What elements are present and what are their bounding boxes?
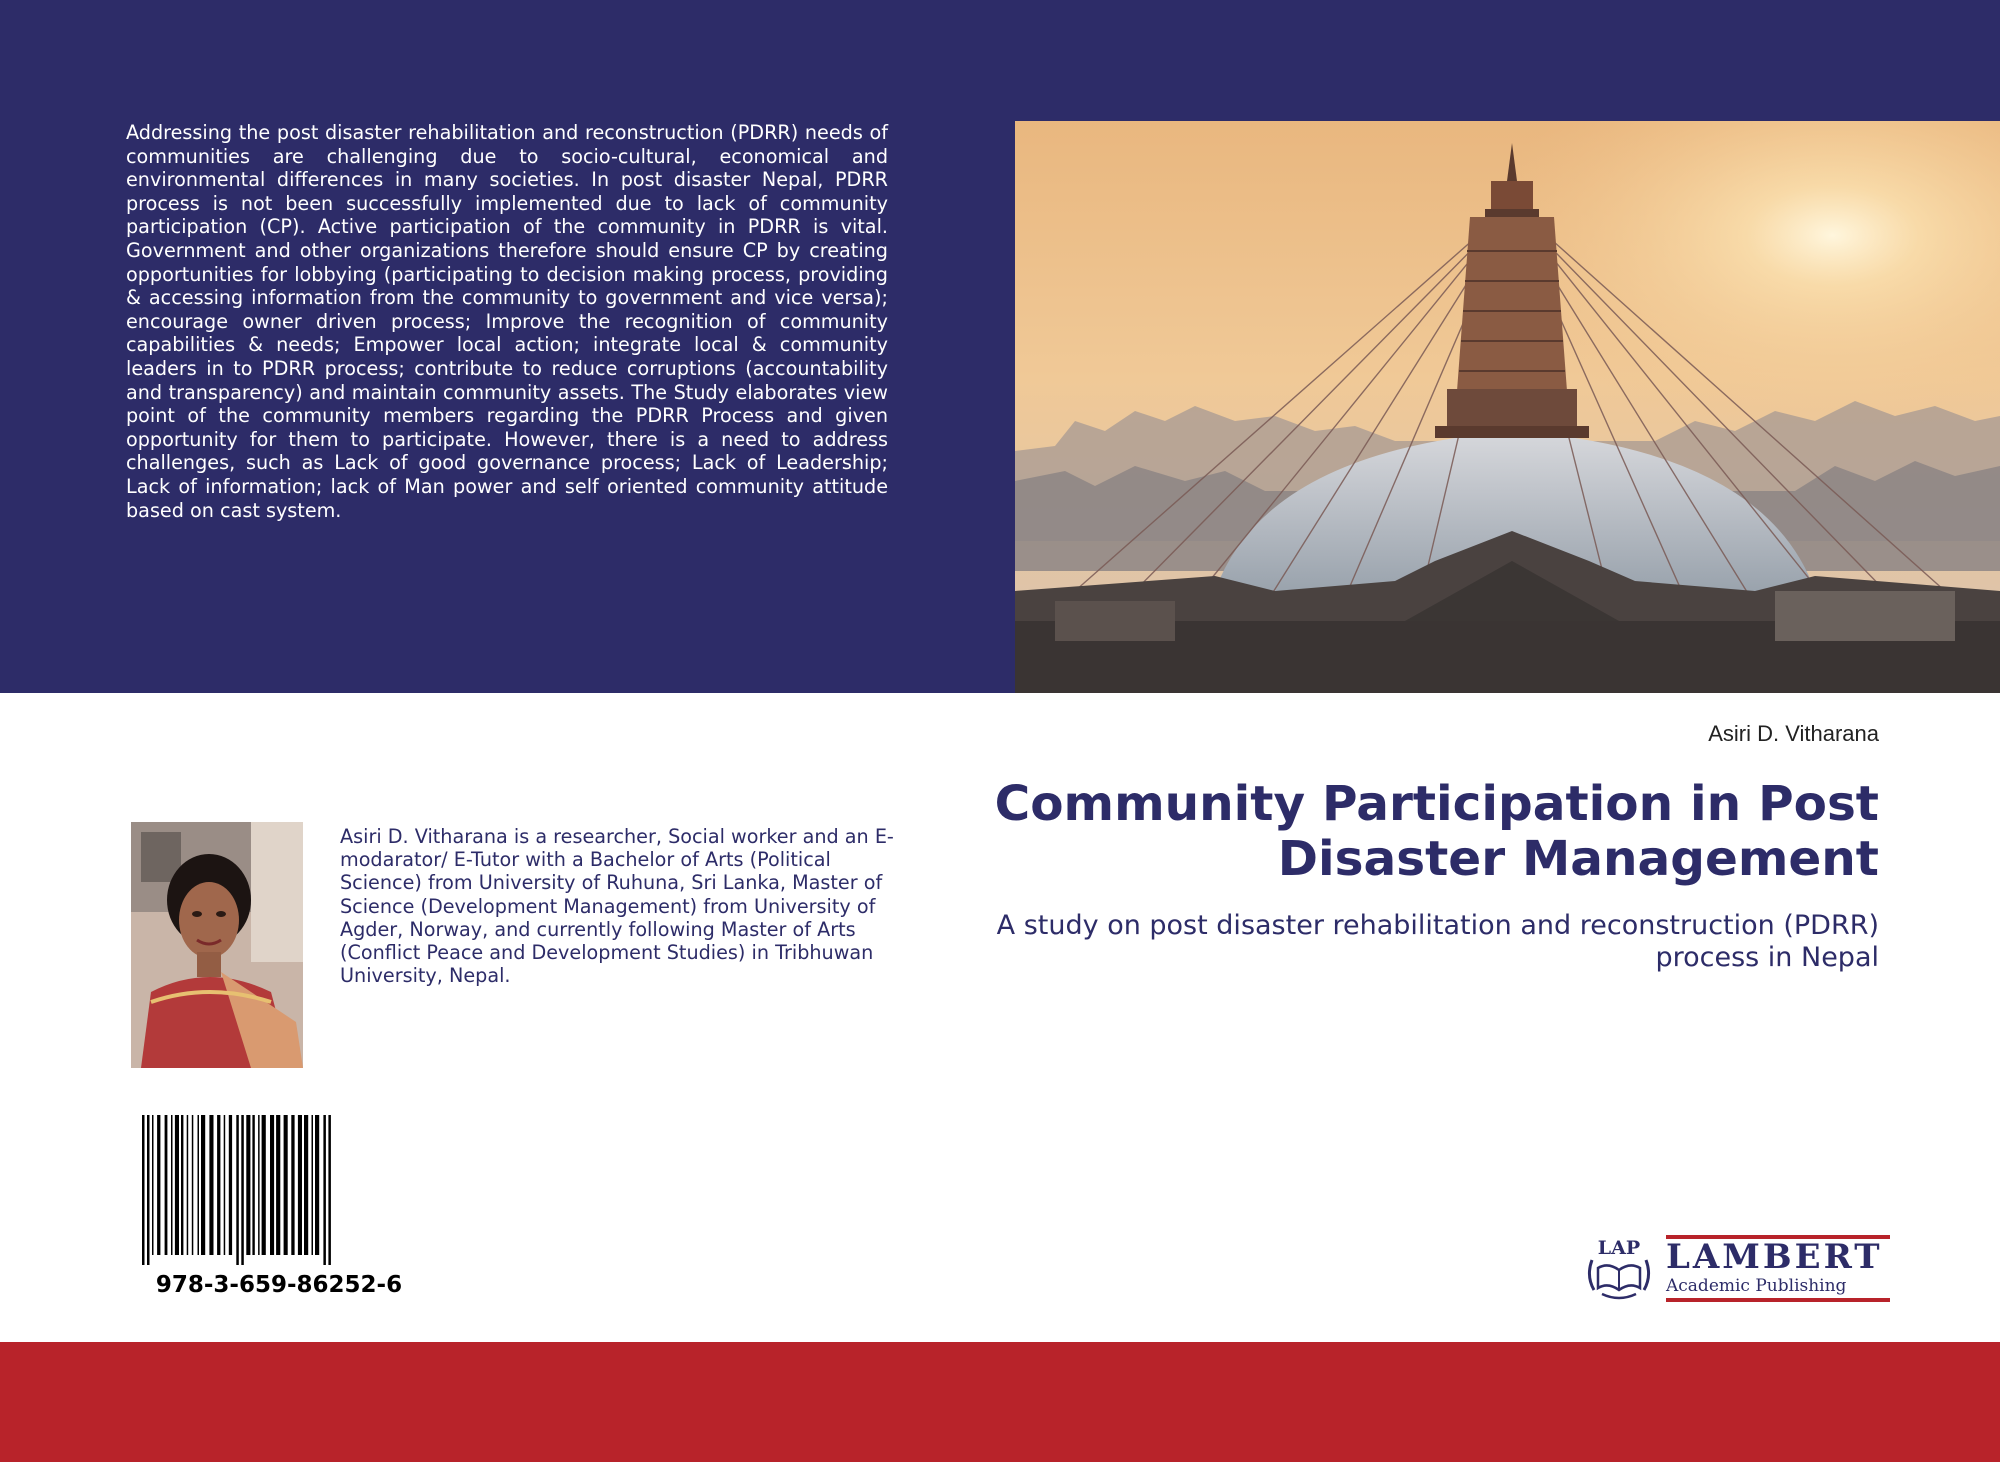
book-subtitle: A study on post disaster rehabilitation and reconstruction (PDRR) process in Nepal [996, 910, 1879, 973]
barcode-bar [175, 1115, 179, 1255]
publisher-rule-bottom [1666, 1298, 1890, 1302]
barcode-bar [284, 1115, 288, 1255]
barcode-bar [209, 1115, 213, 1255]
author-portrait-photo [131, 822, 303, 1068]
lap-book-emblem-icon [1578, 1232, 1660, 1304]
barcode-bar [192, 1115, 194, 1255]
barcode-bar [276, 1115, 280, 1255]
barcode-bar [187, 1115, 189, 1255]
publisher-tagline: Academic Publishing [1666, 1276, 1847, 1296]
publisher-name: LAMBERT [1666, 1237, 1883, 1277]
barcode-bar [201, 1115, 205, 1255]
barcode-bar [229, 1115, 232, 1255]
book-title: Community Participation in Post Disaster Management [994, 776, 1879, 887]
barcode-bar [224, 1115, 226, 1255]
barcode-bar [298, 1115, 302, 1255]
barcode-bar [241, 1115, 244, 1265]
barcode-bar [198, 1115, 200, 1255]
barcode-bar [328, 1115, 331, 1265]
publisher-logo [1578, 1232, 1890, 1304]
barcode-bar [236, 1115, 239, 1265]
barcode-bar [315, 1115, 319, 1255]
barcode-bar [252, 1115, 254, 1255]
emblem-lettering: LAP [1597, 1237, 1641, 1259]
barcode-bar [181, 1115, 183, 1255]
barcode-bar [157, 1115, 160, 1255]
isbn-barcode [140, 1115, 418, 1265]
barcode-bar [217, 1115, 220, 1255]
barcode-bar [171, 1115, 173, 1255]
barcode-bar [323, 1115, 326, 1265]
barcode-bar [152, 1115, 154, 1255]
bottom-red-band [0, 1342, 2000, 1462]
barcode-bar [147, 1115, 150, 1265]
barcode-bar [291, 1115, 294, 1255]
stupa-sunset-photo [1015, 121, 2000, 693]
barcode-bar [246, 1115, 250, 1255]
barcode-bar [258, 1115, 260, 1255]
author-bio: Asiri D. Vitharana is a researcher, Social worker and an E-modarator/ E-Tutor with a Bachelor of Arts (Political Science) from University of Ruhuna, Sri Lanka, Master of Science (Development Management) from University of Agder, Norway, and currently following Master of Arts (Conflict Peace and Development Studies) in Tribhuwan University, Nepal. [340, 825, 894, 988]
barcode-bar [304, 1115, 308, 1255]
barcode-bar [312, 1115, 314, 1255]
front-author-name: Asiri D. Vitharana [1708, 721, 1879, 746]
barcode-bar [142, 1115, 145, 1265]
isbn-number: 978-3-659-86252-6 [155, 1272, 403, 1298]
barcode-bar [165, 1115, 168, 1255]
barcode-bar [270, 1115, 274, 1255]
back-cover-blurb: Addressing the post disaster rehabilitation and reconstruction (PDRR) needs of communities are challenging due to socio-cultural, economical and environmental differences in many societies. In post disaster Nepal, PDRR process is not been successfully implemented due to lack of community participation (CP). Active participation of the community in PDRR is vital. Government and other organizations therefore should ensure CP by creating opportunities for lobbying (participating to decision making process, providing & accessing information from the community to government and vice versa); encourage owner driven process; Improve the recognition of community capabilities & needs; Empower local action; integrate local & community leaders in to PDRR process; contribute to reduce corruptions (accountability and transparency) and maintain community assets. The Study elaborates view point of the community members regarding the PDRR Process and given opportunity for them to participate. However, there is a need to address challenges, such as Lack of good governance process; Lack of Leadership; Lack of information; lack of Man power and self oriented community attitude based on cast system. [126, 121, 888, 522]
barcode-bar [262, 1115, 266, 1255]
